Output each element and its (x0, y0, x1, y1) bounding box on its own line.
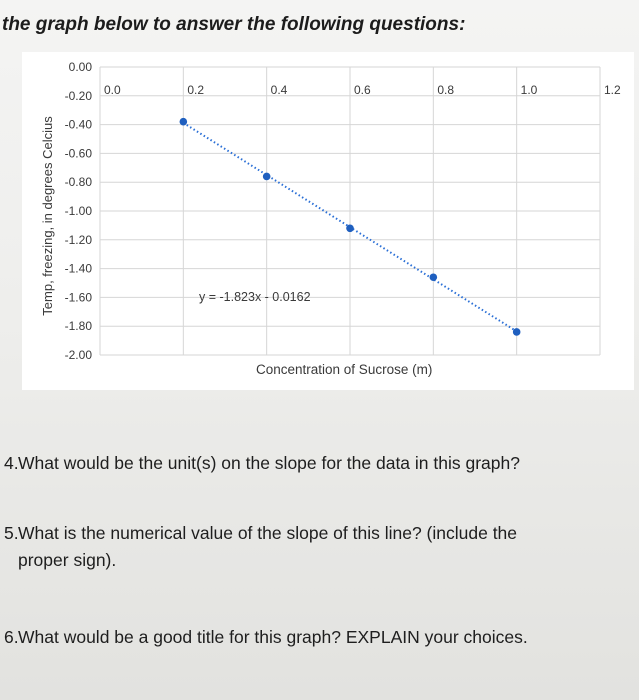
x-tick-label: 0.2 (187, 83, 205, 97)
question-5-number: 5. (4, 523, 19, 543)
y-tick-label: -0.40 (64, 117, 92, 132)
question-6-number: 6. (4, 627, 19, 647)
question-4-text: What would be the unit(s) on the slope for the data in this graph? (18, 453, 520, 473)
question-6 (4, 624, 528, 651)
question-6-text: What would be a good title for this graph? EXPLAIN your choices. (18, 627, 528, 647)
data-point (513, 328, 521, 336)
x-tick-label: 0.8 (437, 83, 455, 97)
y-tick-label: -0.60 (64, 146, 92, 161)
chart-area (22, 52, 634, 390)
data-point (430, 273, 438, 281)
y-axis-title: Temp, freezing, in degrees Celcius (40, 116, 55, 316)
y-tick-label: -0.80 (64, 175, 92, 190)
x-tick-label: 0.6 (354, 83, 371, 97)
data-point (263, 173, 271, 181)
trendline-equation: y = -1.823x - 0.0162 (199, 290, 311, 304)
question-5-text-line2: proper sign). (18, 550, 117, 570)
y-tick-label: 0.00 (68, 60, 92, 74)
question-4-number: 4. (4, 453, 19, 473)
x-axis-title: Concentration of Sucrose (m) (256, 362, 433, 377)
y-tick-label: -1.80 (64, 319, 92, 334)
page-heading: the graph below to answer the following questions: (2, 14, 466, 35)
y-tick-label: -0.20 (64, 88, 92, 103)
x-tick-label: 1.0 (520, 83, 538, 97)
y-tick-label: -1.20 (64, 232, 92, 247)
y-tick-label: -1.40 (64, 261, 92, 276)
data-point (180, 118, 188, 126)
y-tick-label: -1.00 (64, 204, 92, 218)
x-tick-label: 0.4 (270, 83, 288, 97)
question-5-text-line1: What is the numerical value of the slope of this line? (include the (18, 523, 518, 543)
x-tick-label: 1.2 (604, 83, 621, 97)
y-tick-label: -2.00 (64, 348, 92, 362)
data-point (346, 224, 354, 232)
question-5 (4, 520, 604, 574)
x-tick-label: 0.0 (104, 83, 121, 97)
y-tick-label: -1.60 (64, 290, 92, 305)
question-4 (4, 450, 520, 477)
